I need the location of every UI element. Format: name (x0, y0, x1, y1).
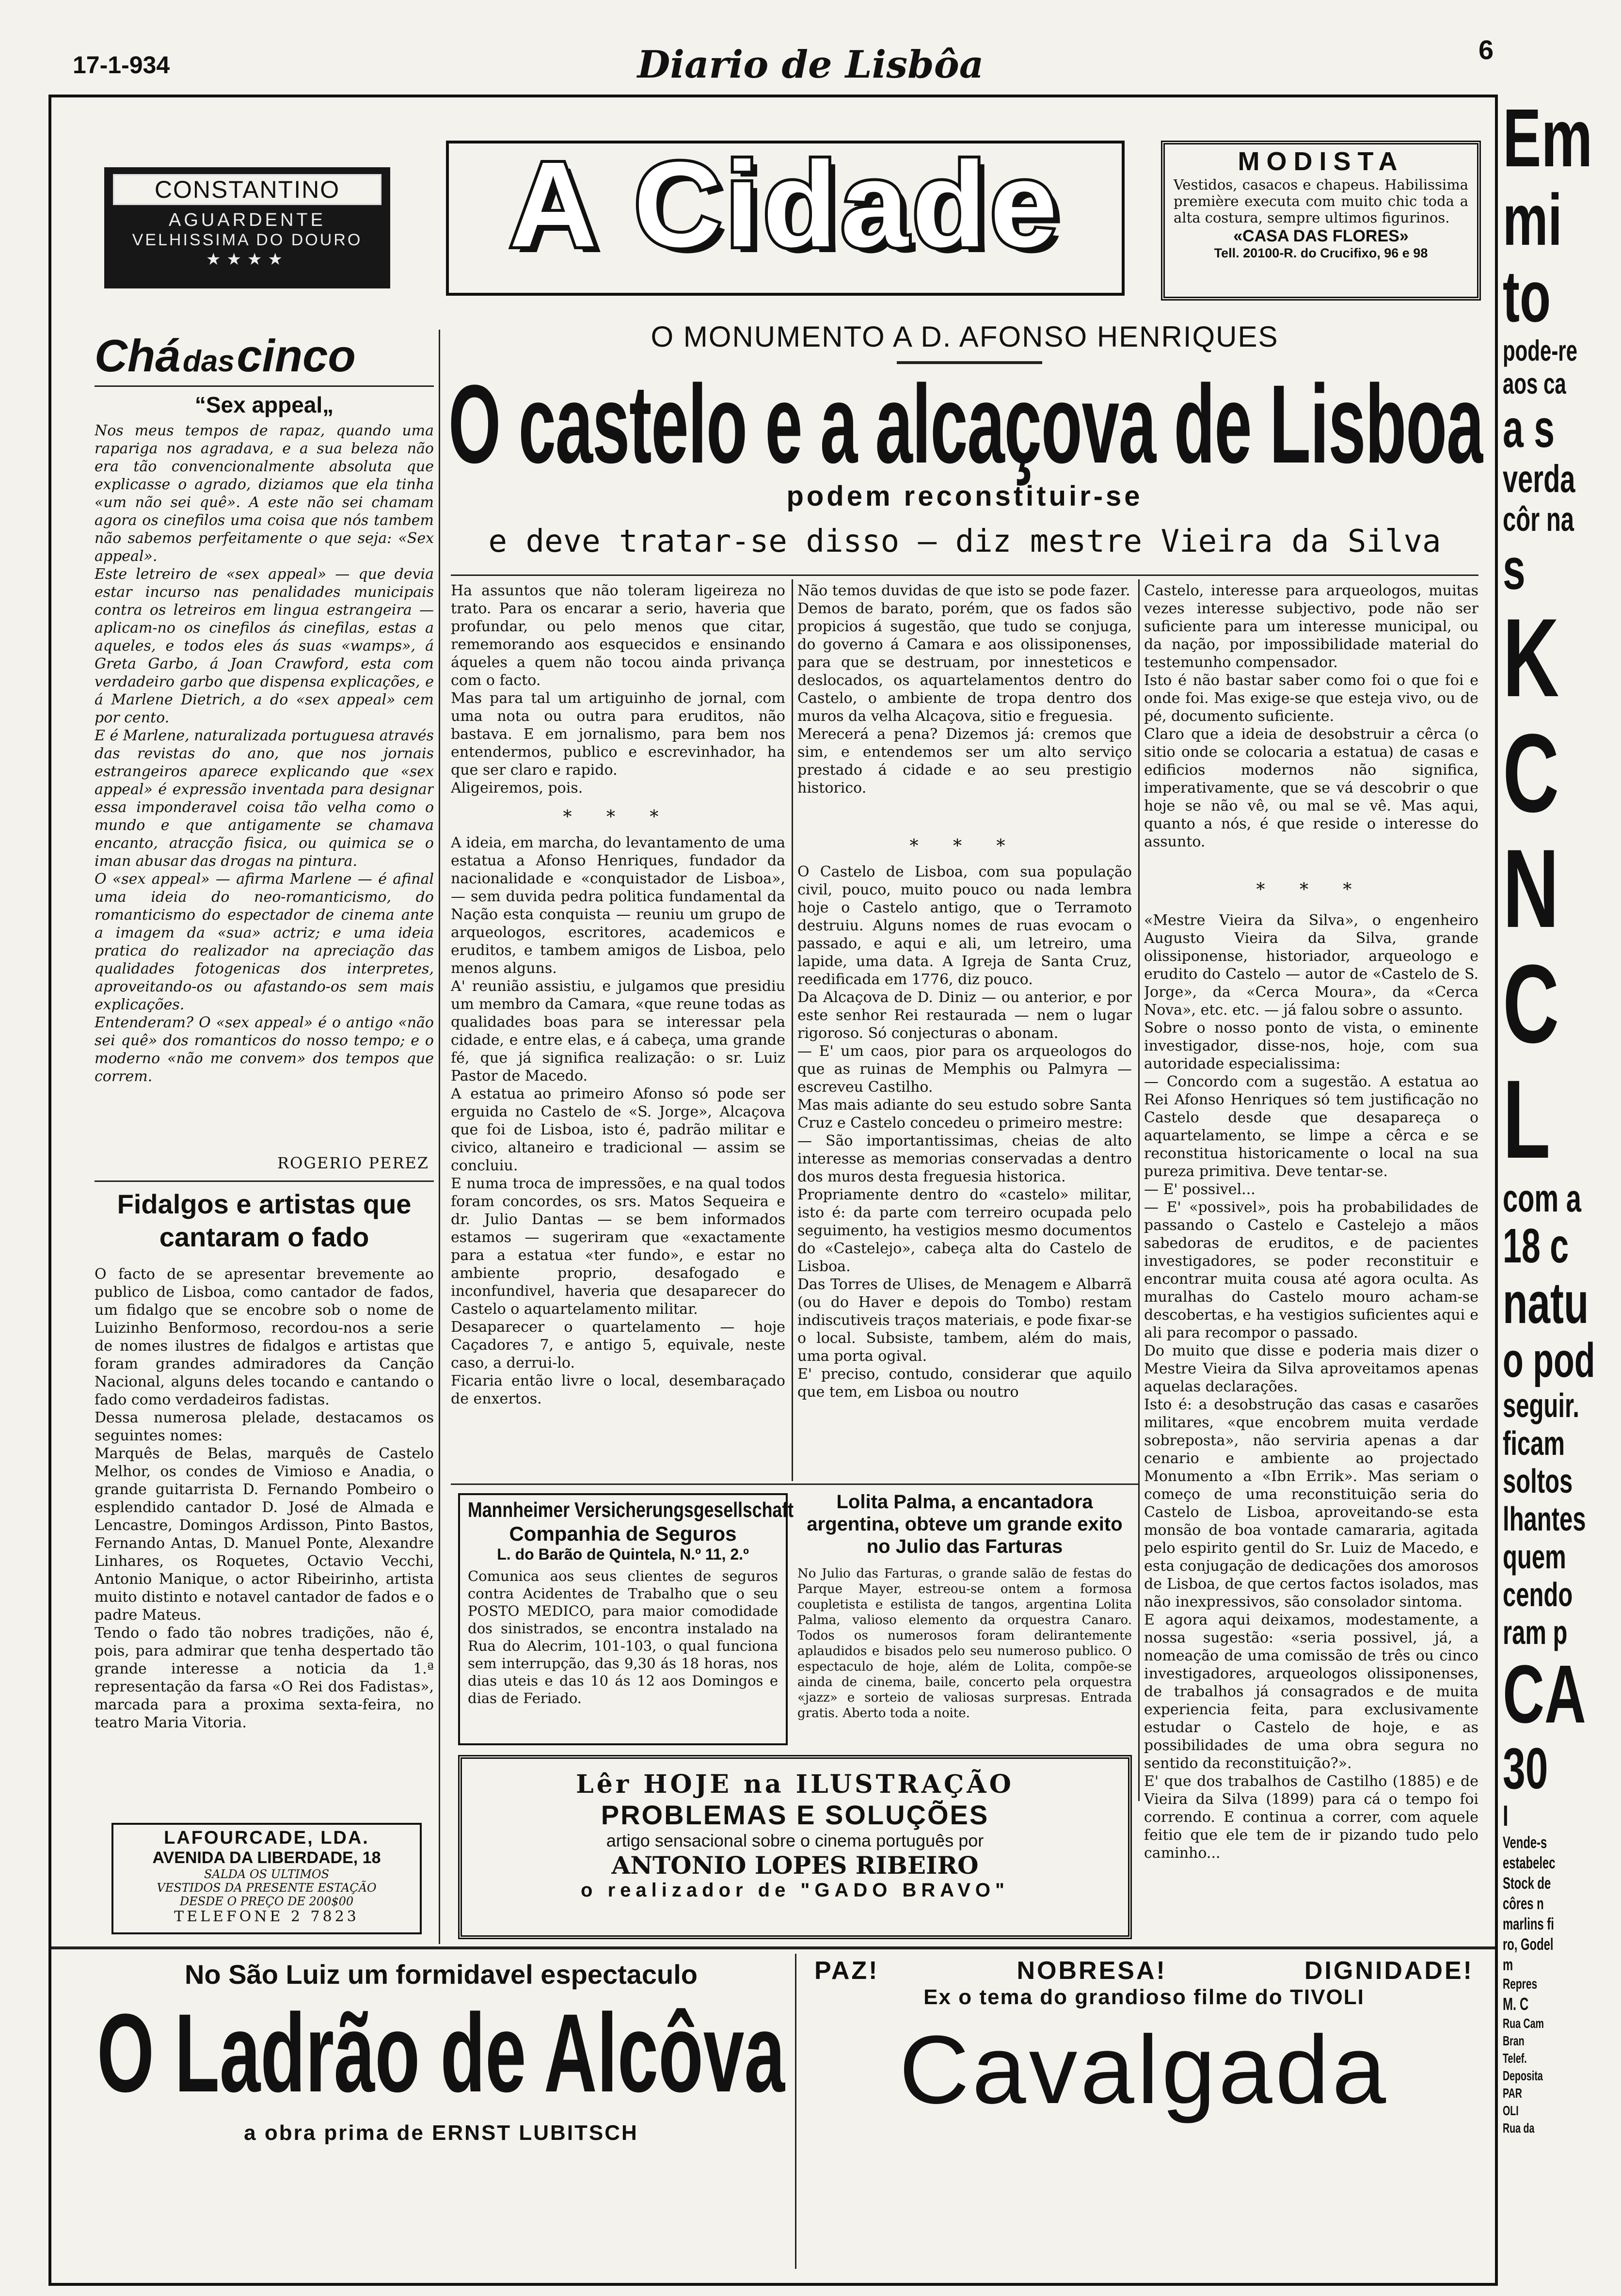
right-strip-fragment: M. C (1503, 1994, 1529, 2014)
article-kicker: O MONUMENTO A D. AFONSO HENRIQUES (651, 320, 1279, 353)
ad-ilustracao (458, 1755, 1132, 1939)
ad-tivoli-slogan-2: NOBRESA! (1017, 1957, 1167, 1985)
bottom-rule (51, 1946, 1495, 1949)
right-strip-fragment: L (1503, 1057, 1551, 1181)
ad-sao-luiz-title-wrap (97, 1990, 785, 2121)
right-strip-fragment: CA (1503, 1648, 1586, 1740)
right-strip-fragment: OLI (1503, 2103, 1519, 2118)
right-strip-fragment: ficam (1503, 1424, 1565, 1462)
cha-heading-c: cinco (237, 330, 356, 381)
ad-constantino-name: CONSTANTINO (113, 174, 381, 205)
ad-sao-luiz-line2: a obra prima de ERNST LUBITSCH (244, 2121, 638, 2145)
article-col3-b: «Mestre Vieira da Silva», o engenheiro Augusto Vieira da Silva, grande olissiponense, historiador, arqueologo e erudito do Castelo — autor de «Castelo de S. Jorge», da «Cerca Moura», da «Cerca Nova», etc. etc. — já falou sobre o assunto. Sobre o nosso ponto de vista, o eminente investigador, disse-nos, hoje, com sua autoridade especialissima: — Concordo com a sugestão. A estatua ao Rei Afonso Henriques só tem justificação no Castelo desde que desapareça o aquartelamento, se limpe a cêrca e se reconstitua historicamente o local na sua pureza primitiva. Deve tentar-se. — E' possivel... — E' «possivel», pois ha probabilidades de passando o Castelo e Castelejo a mãos sabedoras de eruditos, e de pacientes investigadores, se poder reconstituir e encontrar muita cousa até agora oculta. As muralhas do Castelo mouro acham-se descobertas, e ha vestigios suficientes aqui e ali para recompor o passado. Do muito que disse e poderia mais dizer o Mestre Vieira da Silva aproveitamos apenas aquelas declarações. Isto é: a desobstrução das casas e casarões militares, «que encobrem muita verdade sobreposta», não serviria apenas a dar cenario e ambiente ao projectado Monumento a «Ibn Errik». Mas seriam o começo de uma reconstituição seria do Castelo de Lisboa, aproveitando-se esta monsão de boa vontade camararia, agitada pelo espirito gentil do Sr. Luiz de Macedo, e esta conjugação de dedicações dos amorosos de Lisboa, de que certos factos isolados, mas não inexpressivos, são consolador sintoma. E agora aqui deixamos, modestamente, a nossa sugestão: «seria possivel, já, a nomeação de uma comissão de três ou cinco investigadores, arqueologos olissiponenses, de trabalhos já consagrados e de muita experiencia feita, para exclusivamente estudar o Castelo de hoje, e as possibilidades de uma obra segura no sentido da reconstituição?». E' que dos trabalhos de Castilho (1885) e de Vieira da Silva (1899) para cá o tempo foi correndo. E continua a correr, com aquele feitio que ele tem de ir pizando tudo pelo caminho... (1144, 912, 1478, 1862)
cha-heading-a: Chá (95, 330, 181, 381)
cha-text: Nos meus tempos de rapaz, quando uma rapariga nos agradava, e a sua beleza não era tão convencionalmente absoluta que explicasse o agrado, diziamos que ela tinha «um não sei quê». A este não sei chamam agora os cinefilos uma coisa que nós tambem não sabemos perfeitamente o que seja: «Sex appeal». Este letreiro de «sex appeal» — que devia estar incurso nas penalidades municipais contra os letreiros em lingua estrangeira — aplicam-no os cinefilos ás cinefilas, estas a aqueles, e todos eles ás suas «wamps», á Greta Garbo, á Joan Crawford, esta com verdadeiro garbo que dispensa explicações, e á Marlene Dietrich, a do «sex appeal» cem por cento. E é Marlene, naturalizada portuguesa através das revistas do ano, que nos jornais estrangeiros aparece explicando que «sex appeal» é expressão inventada para designar essa imponderavel coisa tão velha como o mundo e que antigamente se chamava encanto, atracção fisica, ou quimica se o iman abusar das drogas na pintura. O «sex appeal» — afirma Marlene — é afinal uma ideia do neo-romanticismo, do romanticismo do espectador de cinema ante a imagem da «sua» actriz; e uma ideia pratica do realizador na apreciação das qualidades fotogenicas dos interpretes, aproveitando-os ou afastando-os sem mais explicações. Entenderam? O «sex appeal» é o antigo «não sei quê» dos romanticos do nosso tempo; e o moderno «não me convem» dos tempos que correm. (95, 422, 434, 1085)
section-logo-frame (446, 137, 1125, 296)
article-col2-stars: * * * (909, 836, 1020, 856)
right-strip-fragment: côr na (1503, 500, 1574, 538)
bottom-strip-rule (795, 1954, 796, 2269)
ad-mannheimer-address: L. do Barão de Quintela, N.º 11, 2.º (497, 1546, 749, 1563)
ad-mannheimer-body: Comunica aos seus clientes de seguros contra Acidentes de Trabalho que o seu POSTO MEDICO, para maior comodidade dos sinistrados, se encontra instalado na Rua do Alecrim, 101-103, o qual funciona sem interrupção, das 9,30 ás 18 horas, nos dias uteis e das 10 ás 12 aos Domingos e dias de Feriado. (468, 1568, 778, 1706)
ad-ilustracao-line1: Lêr HOJE na ILUSTRAÇÃO (576, 1770, 1014, 1799)
right-strip-fragment: mi (1503, 179, 1562, 260)
page-number: 6 (1478, 34, 1494, 65)
right-strip-fragment: natu (1503, 1271, 1589, 1336)
right-strip-fragment: m (1503, 1956, 1513, 1974)
ad-tivoli-slogans (805, 1956, 1483, 1985)
ad-ilustracao-line5: o realizador de "GADO BRAVO" (581, 1880, 1009, 1901)
right-strip-fragment: PAR (1503, 2086, 1522, 2101)
ad-lafourcade-address: AVENIDA DA LIBERDADE, 18 (152, 1849, 381, 1867)
article-col1-b: A ideia, em marcha, do levantamento de uma estatua a Afonso Henriques, fundador da nacionalidade e «conquistador de Lisboa», — sem duvida pedra politica fundamental da Nação esta conquista — reuniu um grupo de arqueologos, escritores, academicos e eruditos, e tambem amigos de Lisboa, pelo menos alguns. A' reunião assistiu, e julgamos que presidiu um membro da Camara, «que reune todas as qualidades boas para se interessar pela cidade, e entre elas, e á cabeça, uma grande fé, que já significa realização: o sr. Luiz Pastor de Macedo. A estatua ao primeiro Afonso só pode ser erguida no Castelo de «S. Jorge», Alcaçova que foi de Lisboa, isto é, padrão militar e civico, altaneiro e tradicional — assim se concluiu. E numa troca de impressões, e na qual todos foram concordes, os srs. Matos Sequeira e dr. Julio Dantas — se bem informados estamos — sugeriram que «exactamente para a estatua «ter fundo», e estar no ambiente proprio, desafogado e inconfundivel, haveria que desaparecer do Castelo o aquartelamento militar. Desaparecer o quartelamento — hoje Caçadores 7, e antigo 5, equivale, neste caso, a derrui-lo. Ficaria então livre o local, desembaraçado de enxertos. (451, 834, 785, 1407)
ad-lafourcade-phone: TELEFONE 2 7823 (174, 1908, 359, 1925)
right-strip-fragment: Telef. (1503, 2051, 1527, 2066)
article-rule-1 (792, 579, 793, 1481)
right-strip-fragment: pode-re (1503, 335, 1578, 367)
ad-tivoli-slogan-1: PAZ! (814, 1957, 879, 1985)
cha-heading (95, 330, 434, 382)
article-headline: O castelo e a alcaçova de Lisboa (448, 366, 1483, 486)
cha-subtitle: “Sex appeal„ (194, 392, 334, 417)
mid-rule (451, 1483, 1138, 1485)
right-strip-fragment: Rua Cam (1503, 2016, 1544, 2031)
right-strip-fragment: com a (1503, 1177, 1581, 1220)
article-col1-stars: * * * (563, 807, 673, 827)
ad-mannheimer (458, 1493, 794, 1745)
article-rule-2 (1138, 579, 1140, 1801)
right-strip-list (1503, 97, 1621, 2139)
article-deck-2: e deve tratar-se disso — diz mestre Vieira da Silva (488, 524, 1441, 559)
article-col3-stars: * * * (1256, 880, 1367, 900)
ad-modista-address: Tell. 20100-R. do Crucifixo, 96 e 98 (1214, 246, 1428, 260)
ad-tivoli-slogan-3: DIGNIDADE! (1304, 1957, 1474, 1985)
article-col3-a: Castelo, interesse para arqueologos, muitas vezes interesse subjectivo, pode não ser suficiente para um interesse municipal, ou da nação, por impossibilidade material do testemunho compensador. Isto é não bastar saber como foi o que foi e onde foi. Mas exige-se que esteja vivo, ou de pé, documento suficiente. Claro que a ideia de desobstruir a cêrca (o sitio onde se colocaria a estatua) de casas e edificios modernos não significa, imperativamente, que se vá descobrir o que hoje se não vê, ou mal se vê. Mas aqui, quanto a nós, é que reside o interesse do assunto. (1144, 582, 1478, 850)
right-strip-fragment: ram p (1503, 1613, 1568, 1651)
cha-author: ROGERIO PEREZ (277, 1154, 429, 1172)
right-strip-fragment: 18 c (1503, 1219, 1569, 1273)
article-col1-a: Ha assuntos que não toleram ligeireza no trato. Para os encarar a serio, haveria que profundar, ou pelo menos que citar, rememorando aos esquecidos e ensinando áqueles a quem não tocou ainda privança com o facto. Mas para tal um artiguinho de jornal, com uma nota ou outra para eruditos, não bastava. E em jornalismo, para bem nos entendermos, publico e escrevinhador, ha que ser claro e rapido. Aligeiremos, pois. (451, 582, 785, 797)
right-strip-fragment: cendo (1503, 1576, 1573, 1613)
right-strip-fragment: Stock de (1503, 1874, 1551, 1893)
ad-tivoli-line: Ex o tema do grandioso filme do TIVOLI (923, 1985, 1365, 2009)
right-strip-fragment: C (1503, 941, 1559, 1066)
right-strip-fragment: lhantes (1503, 1500, 1586, 1538)
page-date: 17-1-934 (73, 51, 170, 79)
article-col2-b: O Castelo de Lisboa, com sua população civil, pouco, muito pouco ou nada lembra hoje o Castelo antigo, que o Terramoto destruiu. Alguns nomes de ruas evocam o passado, e aqui e ali, um letreiro, uma lapide, uma data. A Igreja de Santa Cruz, reedificada em 1776, diz pouco. Da Alcaçova de D. Diniz — ou anterior, e por este senhor Rei restaurada — nem o lugar rigoroso. Só conjecturas o abonam. — E' um caos, pior para os arqueologos do que as ruinas de Memphis ou Palmyra — escreveu Castilho. Mas mais adiante do seu estudo sobre Santa Cruz e Castelo concedeu o primeiro mestre: — São importantissimas, cheias de alto interesse as memorias conservadas a dentro dos muros desta freguesia historica. Propriamente dentro do «castelo» militar, isto é: da parte com terreiro ocupada pelo seguimento, ha vestigios mesmo documentos do «Castelejo», cabeça alta do Castelo de Lisboa. Das Torres de Ulises, de Menagem e Albarrã (ou do Haver e depois do Tombo) restam indiscutiveis traços materiais, e pode fixar-se o local. Subsiste, tambem, além do mais, uma porta ogival. E' preciso, contudo, considerar que aquilo que tem, em Lisboa ou noutro (797, 863, 1132, 1401)
ad-modista (1161, 141, 1481, 301)
right-strip-fragment: N (1503, 826, 1559, 951)
ad-mannheimer-title: Mannheimer Versicherungsgesellschaft (468, 1498, 794, 1522)
article-deck-1: podem reconstituir-se (786, 480, 1143, 512)
right-strip-fragment: aos ca (1503, 367, 1566, 400)
ad-lafourcade-line2: VESTIDOS DA PRESENTE ESTAÇÃO (157, 1881, 377, 1895)
ad-sao-luiz-line1: No São Luiz um formidavel espectaculo (184, 1959, 698, 1990)
right-strip-fragment: ro, Godel (1503, 1935, 1554, 1954)
cha-end-rule (95, 1180, 434, 1182)
ad-lafourcade (111, 1823, 422, 1934)
right-strip-fragment: Em (1503, 97, 1593, 184)
ad-constantino (104, 167, 390, 288)
right-strip-fragment: C (1503, 711, 1559, 835)
right-strip-fragment: soltos (1503, 1462, 1573, 1500)
right-strip-fragment: Vende-s (1503, 1834, 1547, 1852)
ad-tivoli-title: Cavalgada (899, 2016, 1389, 2124)
ad-tivoli (805, 1956, 1483, 2266)
fidalgos-text: O facto de se apresentar brevemente ao publico de Lisboa, como cantador de fados, um fidalgo que se encobre sob o nome de Luizinho Benformoso, recordou-nos a serie de nomes ilustres de fidalgos e artistas que foram grandes admiradores da Canção Nacional, alguns deles tocando e cantando o fado como verdadeiros fadistas. Dessa numerosa plelade, destacamos os seguintes nomes: Marquês de Belas, marquês de Castelo Melhor, os condes de Vimioso e Anadia, o grande guitarrista D. Fernando Pombeiro o esplendido cantador D. José de Almada e Lencastre, Domingos Ardisson, Pinto Bastos, Fernando Antas, D. Manuel Ponte, Alexandre Linhares, os Roquetes, Octavio Vecchi, Antonio Manique, o actor Ribeirinho, artista muito distinto e notavel cantador de fados e o padre Mateus. Tendo o fado tão nobres tradições, não é, pois, para admirar que tenha despertado tão grande interesse a noticia da 1.ª representação da farsa «O Rei dos Fadistas», marcada para a proxima sexta-feira, no teatro Maria Vitoria. (95, 1266, 434, 1731)
ad-sao-luiz (97, 1959, 785, 2269)
ad-modista-title: MODISTA (1238, 147, 1404, 176)
ad-ilustracao-line3: artigo sensacional sobre o cinema português por (606, 1831, 984, 1850)
cha-heading-rule (95, 385, 434, 387)
right-strip-fragment: Bran (1503, 2033, 1525, 2048)
ad-sao-luiz-title: O Ladrão de Alcôva (97, 1991, 785, 2115)
right-strip-fragment: verda (1503, 457, 1575, 500)
right-strip-fragment: côres n (1503, 1895, 1544, 1913)
right-strip-fragment: 30 (1503, 1736, 1548, 1801)
ad-constantino-stars: ★★★★ (206, 250, 288, 269)
ad-modista-shop: «CASA DAS FLORES» (1233, 227, 1409, 245)
ad-constantino-desc: VELHISSIMA DO DOURO (132, 231, 363, 249)
article-col2-a: Não temos duvidas de que isto se pode fazer. Demos de barato, porém, que os fados são propicios á sugestão, que tudo se conjuga, do governo á Camara e aos olissiponenses, para que se destruam, por innesteticos e deslocados, os aquartelamentos dentro do Castelo, o ambiente de tropa dentro dos muros da velha Alcaçova, sitio e freguesia. Merecerá a pena? Dizemos já: cremos que sim, e entendemos ser um alto serviço prestado á cidade e ao seu prestigio historico. (797, 582, 1132, 797)
ad-lafourcade-line1: SALDA OS ULTIMOS (204, 1867, 330, 1881)
right-strip-fragment: K (1503, 595, 1559, 720)
right-strip-fragment: estabelec (1503, 1854, 1556, 1872)
ad-modista-body: Vestidos, casacos e chapeus. Habilissima première executa com muito chic toda a alta costura, sempre ultimos figurinos. (1174, 176, 1468, 226)
ad-lafourcade-line3: DESDE O PREÇO DE 200$00 (179, 1895, 354, 1908)
fidalgos-heading: Fidalgos e artistas que cantaram o fado (117, 1189, 412, 1252)
kicker-rule (897, 361, 1042, 364)
right-strip-fragment: I (1503, 1800, 1509, 1832)
right-strip-fragment: Deposita (1503, 2068, 1543, 2083)
right-column-strip (1503, 97, 1621, 2288)
ad-constantino-product: AGUARDENTE (169, 210, 326, 230)
right-strip-fragment: s (1503, 537, 1526, 602)
right-strip-fragment: o pod (1503, 1333, 1595, 1387)
deck-rule (451, 574, 1478, 576)
article-headline-wrap (448, 366, 1483, 487)
ad-ilustracao-line2: PROBLEMAS E SOLUÇÕES (601, 1800, 989, 1830)
right-strip-fragment: seguir. (1503, 1387, 1579, 1424)
right-strip-fragment: to (1503, 255, 1551, 337)
ad-mannheimer-subtitle: Companhia de Seguros (509, 1522, 737, 1545)
right-strip-fragment: a s (1503, 399, 1555, 459)
right-strip-fragment: Repres (1503, 1976, 1538, 1992)
lolita-text: No Julio das Farturas, o grande salão de festas do Parque Mayer, estreou-se ontem a formosa coupletista e estilista de tangos, argentina Lolita Palma, valioso elemento da orquestra Canaro. Todos os numerosos foram delirantemente aplaudidos e bisados pelo seu numeroso publico. O espectaculo de hoje, além de Lolita, compõe-se ainda de cinema, baile, concerto pela orquestra «jazz» e sorteio de valiosas surpresas. Entrada gratis. Aberto toda a noite. (797, 1566, 1132, 1721)
left-column-rule (439, 330, 440, 1944)
right-strip-fragment: Rua da (1503, 2121, 1535, 2136)
ad-ilustracao-line4: ANTONIO LOPES RIBEIRO (611, 1851, 979, 1880)
ad-lafourcade-title: LAFOURCADE, LDA. (164, 1828, 369, 1848)
right-strip-fragment: marlins fi (1503, 1915, 1554, 1933)
newspaper-nameplate: Diario de Lisbôa (637, 43, 984, 87)
lolita-heading: Lolita Palma, a encantadora argentina, obteve um grande exito no Julio das Farturas (807, 1491, 1123, 1557)
section-logo: A Cidade (509, 137, 1062, 272)
cha-heading-b: das (183, 345, 235, 378)
right-strip-fragment: quem (1503, 1538, 1566, 1576)
